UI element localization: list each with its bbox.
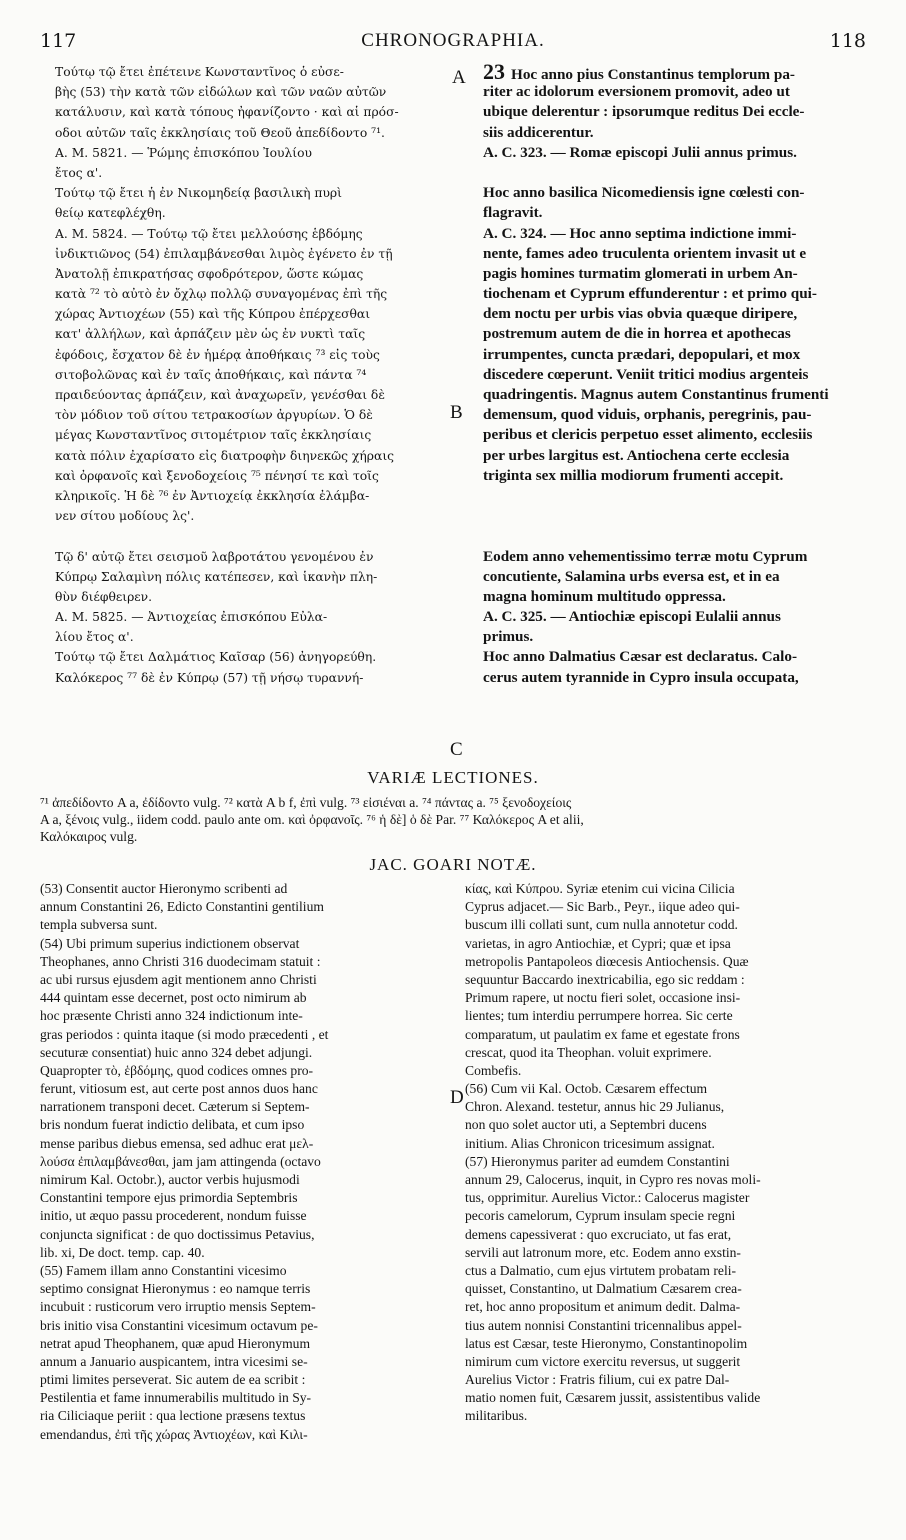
- note-line: initium. Alias Chronicon tricesimum assignat.: [465, 1135, 715, 1151]
- greek-text-line: Τούτῳ τῷ ἔτει ἡ ἐν Νικομηδείᾳ βασιλικὴ πυρὶ: [55, 186, 342, 201]
- notes-left-column: [40, 880, 440, 1444]
- greek-text-line: Καλόκερος ⁷⁷ δὲ ἐν Κύπρῳ (57) τῇ νήσῳ τυραννή-: [55, 670, 364, 685]
- greek-text-line: ἰνδικτιῶνος (54) ἐπιλαμβάνεσθαι λιμὸς ἐγένετο ἐν τῇ: [55, 246, 393, 261]
- latin-text-line: A. C. 325. — Antiochiæ episcopi Eulalii annus: [483, 608, 781, 626]
- note-line: buscum illi collati sunt, cum nulla annotetur codd.: [465, 917, 738, 933]
- note-line: ria Ciliciaque periit : qua lectione præsens textus: [40, 1408, 306, 1424]
- note-line: tius autem nonnisi Constantini tricennalibus appel-: [465, 1317, 742, 1333]
- greek-text-line: καὶ ὀρφανοῖς καὶ ξενοδοχείοις ⁷⁵ πένησί τε καὶ τοῖς: [55, 468, 379, 483]
- notes-right-column: [465, 880, 870, 1426]
- latin-text-line: concutiente, Salamina urbs eversa est, et in ea: [483, 567, 780, 585]
- note-line: Constantini tempore ejus primordia Septembris: [40, 1190, 298, 1206]
- greek-text-line: [55, 526, 447, 546]
- note-line: bris initio visa Constantini vicesimum octavum pe-: [40, 1317, 318, 1333]
- note-line: nimirum cum victore exercitu reversus, ut suggerit: [465, 1353, 741, 1369]
- note-line: nimirum Kal. Octobr.), auctor verbis hujusmodi: [40, 1172, 300, 1187]
- greek-text-line: ἔτος α'.: [55, 165, 103, 180]
- note-line: comparatum, ut paulatim ex fame et egestate frons: [465, 1026, 740, 1042]
- note-line: Combefis.: [465, 1062, 522, 1078]
- latin-text-line: riter ac idolorum eversionem promovit, adeo ut: [483, 83, 790, 101]
- note-line: emendandus, ἐπὶ τῆς χώρας Ἀντιοχέων, καὶ Κιλι-: [40, 1426, 308, 1442]
- note-line: (55) Famem illam anno Constantini vicesimo: [40, 1262, 287, 1278]
- variae-lectiones: [40, 794, 870, 845]
- latin-text-line: A. C. 323. — Romæ episcopi Julii annus primus.: [483, 143, 797, 161]
- greek-text-line: Ἀνατολῇ ἐπικρατήσας σφοδρότερον, ὥστε κώμας: [55, 266, 364, 281]
- greek-text-line: θὺν διέφθειρεν.: [55, 589, 153, 604]
- margin-marker-d: D: [450, 1087, 464, 1108]
- note-line: (53) Consentit auctor Hieronymo scribenti ad: [40, 881, 288, 896]
- note-line: Chron. Alexand. testetur, annus hic 29 Julianus,: [465, 1099, 725, 1115]
- note-line: septimo consignat Hieronymus : eo namque terris: [40, 1281, 311, 1297]
- greek-text-column: [55, 62, 447, 688]
- latin-text-line: Hoc anno basilica Nicomediensis igne cœlesti con-: [483, 184, 805, 202]
- note-line: (57) Hieronymus pariter ad eumdem Constantini: [465, 1153, 730, 1169]
- greek-text-line: Α. Μ. 5825. — Ἀντιοχείας ἐπισκόπου Εὐλα-: [55, 610, 328, 625]
- variant-reading-line: A a, ξένοις vulg., iidem codd. paulo ante om. καὶ ὀρφανοῖς. ⁷⁶ ἡ δὲ] ὁ δὲ Par. ⁷⁷ Καλόκερος A et alii,: [40, 812, 584, 827]
- note-line: templa subversa sunt.: [40, 917, 158, 933]
- greek-text-line: Τούτῳ τῷ ἔτει ἐπέτεινε Κωνσταντῖνος ὁ εὐσε-: [55, 65, 344, 79]
- note-line: ptimi limites perseverat. Sic autem de ea scribit :: [40, 1372, 306, 1388]
- note-line: ferunt, vitiosum est, aut certe post annos duos hanc: [40, 1081, 318, 1097]
- latin-text-line: magna hominum multitudo oppressa.: [483, 587, 726, 605]
- greek-text-line: Α. Μ. 5824. — Τούτῳ τῷ ἔτει μελλούσης ἑβδόμης: [55, 226, 363, 241]
- latin-text-column: [483, 62, 871, 688]
- greek-text-line: ἐφόδοις, ἔσχατον δὲ ἐν ἡμέρᾳ ἀποθήκαις ⁷³ εἰς τοὺς: [55, 347, 380, 362]
- note-line: annum 29, Calocerus, inquit, in Cypro res novas moli-: [465, 1172, 761, 1187]
- note-line: Cyprus adjacet.— Sic Barb., Peyr., iique adeo qui-: [465, 899, 740, 915]
- note-line: netrat apud Theophanem, quæ apud Hieronymum: [40, 1335, 311, 1351]
- note-line: (56) Cum vii Kal. Octob. Cæsarem effectum: [465, 1081, 708, 1097]
- note-line: varietas, in agro Antiochiæ, et Cypri; quæ et ipsa: [465, 935, 731, 951]
- note-line: initio, ut æquo passu procederent, nondum fuisse: [40, 1208, 307, 1224]
- note-line: latus est Cæsar, teste Hieronymo, Constantinopolim: [465, 1335, 748, 1351]
- greek-text-line: θείῳ κατεφλέχθη.: [55, 206, 166, 221]
- latin-text-line: pagis homines turmatim glomerati in urbem An-: [483, 264, 798, 282]
- greek-text-line: πραιδεύοντας ἁρπάζειν, καὶ ἀναχωρεῖν, γενέσθαι δὲ: [55, 388, 385, 402]
- page-number-right: 118: [829, 30, 866, 52]
- note-line: mense paribus diebus emensa, sed adhuc erat μελ-: [40, 1135, 314, 1151]
- section-number: 23: [483, 62, 505, 83]
- greek-text-line: λίου ἔτος α'.: [55, 630, 134, 645]
- margin-marker-a: A: [452, 67, 466, 88]
- note-line: hoc præsente Christi anno 324 indictionum inte-: [40, 1008, 303, 1024]
- latin-text-line: dem noctu per urbis vias obvia quæque diripere,: [483, 305, 798, 323]
- greek-text-line: Α. Μ. 5821. — Ῥώμης ἐπισκόπου Ἰουλίου: [55, 145, 312, 160]
- note-line: Theophanes, anno Christi 316 duodecimam statuit :: [40, 953, 321, 969]
- greek-text-line: χώρας Ἀντιοχέων (55) καὶ τῆς Κύπρου ἐπέρχεσθαι: [55, 307, 371, 322]
- greek-text-line: σιτοβολῶνας καὶ ἐν ταῖς ἀποθήκαις, καὶ πάντα ⁷⁴: [55, 367, 367, 382]
- note-line: ret, hoc anno propositum et animum dedit. Dalma-: [465, 1299, 741, 1315]
- note-line: pecoris camelorum, Cyprum insulam specie regni: [465, 1208, 736, 1224]
- notes-heading: JAC. GOARI NOTÆ.: [369, 855, 537, 874]
- note-line: λούσα ἐπιλαμβάνεσθαι, jam jam attingenda (octavo: [40, 1153, 321, 1169]
- note-line: secuturæ consentiat) huic anno 324 debet adjungi.: [40, 1044, 313, 1060]
- note-line: matio nomen fuit, Cæsarem jussit, assistentibus valide: [465, 1390, 761, 1406]
- note-line: crescat, quod ita Theophan. voluit exprimere.: [465, 1044, 712, 1060]
- note-line: (54) Ubi primum superius indictionem observat: [40, 935, 300, 951]
- latin-text-line: postremum autem de die in horrea et apothecas: [483, 325, 791, 343]
- latin-text-line: quadringentis. Magnus autem Constantinus frumenti: [483, 386, 829, 403]
- latin-text-line: peribus et clericis perpetuo esset alimento, ecclesiis: [483, 426, 813, 444]
- page-number-left: 117: [40, 30, 77, 52]
- greek-text-line: κατ' ἀλλήλων, καὶ ἁρπάζειν μὲν ὡς ἐν νυκτὶ ταῖς: [55, 327, 366, 342]
- greek-text-line: βὴς (53) τὴν κατὰ τῶν εἰδώλων καὶ τῶν ναῶν αὐτῶν: [55, 85, 387, 100]
- margin-marker-c: C: [450, 739, 463, 760]
- greek-text-line: Κύπρῳ Σαλαμὶνη πόλις κατέπεσεν, καὶ ἱκανὴν πλη-: [55, 569, 378, 584]
- note-line: quisset, Constantino, ut Dalmatium Cæsarem crea-: [465, 1281, 742, 1297]
- note-line: demens capessiverat : quo excruciato, ut fas erat,: [465, 1226, 732, 1242]
- latin-text-line: nente, fames adeo truculenta orientem invasit ut e: [483, 244, 807, 262]
- note-line: militaribus.: [465, 1408, 528, 1424]
- note-line: non quo solet auctor uti, a Septembri ducens: [465, 1117, 707, 1133]
- latin-text-line: discedere cœperunt. Veniit tritici modius argenteis: [483, 365, 809, 383]
- note-line: Aurelius Victor : Fratris filium, cui ex patre Dal-: [465, 1372, 730, 1388]
- note-line: lientes; tum interdiu perrumpere horrea. Sic certe: [465, 1008, 733, 1024]
- greek-text-line: κατάλυσιν, καὶ κατὰ τόπους ἠφανίζοντο · καὶ αἱ πρόσ-: [55, 105, 399, 120]
- latin-text-line: A. C. 324. — Hoc anno septima indictione immi-: [483, 224, 797, 242]
- note-line: annum a Januario auspicantem, intra vicesimi se-: [40, 1353, 308, 1369]
- note-line: bris nondum fuerat indictio delibata, et cum ipso: [40, 1117, 305, 1133]
- latin-text-line: [483, 486, 871, 506]
- latin-text-line: triginta sex millia modiorum frumenti accepit.: [483, 466, 784, 484]
- greek-text-line: Τούτῳ τῷ ἔτει Δαλμάτιος Καῖσαρ (56) ἀνηγορεύθη.: [55, 650, 377, 665]
- latin-text-line: ubique delerentur : ipsorumque reditus Dei eccle-: [483, 103, 805, 121]
- latin-text-line: flagravit.: [483, 204, 543, 222]
- note-line: Primum rapere, ut noctu fieri solet, occasione insi-: [465, 990, 741, 1006]
- note-line: κίας, καὶ Κύπρου. Syriæ etenim cui vicina Cilicia: [465, 881, 735, 896]
- variae-lectiones-heading: VARIÆ LECTIONES.: [367, 768, 539, 787]
- note-line: Pestilentia et fame innumerabilis multitudo in Sy-: [40, 1390, 312, 1406]
- greek-text-line: κατὰ ⁷² τὸ αὐτὸ ἐν ὄχλῳ πολλῷ συναγομένας ἐπὶ τῆς: [55, 287, 388, 302]
- note-line: Quapropter τὸ, ἑβδόμης, quod codices omnes pro-: [40, 1062, 314, 1078]
- greek-text-line: Τῷ δ' αὐτῷ ἔτει σεισμοῦ λαβροτάτου γενομένου ἐν: [55, 549, 374, 564]
- note-line: incubuit : rusticorum vero irruptio mensis Septem-: [40, 1299, 316, 1315]
- latin-text-line: per urbes largitus est. Antiochena certe ecclesia: [483, 446, 790, 464]
- greek-text-line: οδοι αὐτῶν ταῖς ἐκκλησίαις τοῦ Θεοῦ ἀπεδίδοντο ⁷¹.: [55, 125, 385, 140]
- margin-marker-b: B: [450, 402, 463, 423]
- note-line: narrationem transponi decet. Cæterum si Septem-: [40, 1099, 310, 1115]
- greek-text-line: κληρικοῖς. Ἡ δὲ ⁷⁶ ἐν Ἀντιοχείᾳ ἐκκλησία ἐλάμβα-: [55, 488, 370, 503]
- running-title: CHRONOGRAPHIA.: [361, 30, 545, 51]
- note-line: annum Constantini 26, Edicto Constantini gentilium: [40, 899, 324, 915]
- note-line: conjuncta significat : de quo doctissimus Petavius,: [40, 1226, 315, 1242]
- latin-text-line: [483, 526, 871, 546]
- note-line: tus, opprimitur. Aurelius Victor.: Calocerus magister: [465, 1190, 750, 1206]
- latin-text-line: siis addicerentur.: [483, 123, 594, 141]
- variant-reading-line: Καλόκαιρος vulg.: [40, 829, 138, 844]
- greek-text-line: μέγας Κωνσταντῖνος σιτομέτριον ταῖς ἐκκλησίαις: [55, 428, 372, 443]
- latin-text-line: Eodem anno vehementissimo terræ motu Cyprum: [483, 547, 808, 565]
- latin-text-line: Hoc anno Dalmatius Cæsar est declaratus. Calo-: [483, 648, 798, 666]
- note-line: lib. xi, De doct. temp. cap. 40.: [40, 1244, 205, 1260]
- latin-text-span: Hoc anno pius Constantinus templorum pa-: [511, 66, 795, 83]
- latin-text-line: demensum, quod viduis, orphanis, peregrinis, pau-: [483, 406, 812, 424]
- greek-text-line: τὸν μόδιον τοῦ σίτου τετρακοσίων ἀργυρίων. Ὁ δὲ: [55, 408, 373, 423]
- note-line: metropolis Pantapoleos diœcesis Antiochensis. Quæ: [465, 953, 749, 969]
- latin-text-line: cerus autem tyrannide in Cypro insula occupata,: [483, 668, 799, 686]
- greek-text-line: νεν σίτου μοδίους λς'.: [55, 509, 195, 524]
- latin-text-line: [483, 163, 871, 183]
- latin-text-line: [483, 62, 871, 82]
- greek-text-line: κατὰ πόλιν ἐχαρίσατο εἰς διατροφὴν διηνεκῶς χήραις: [55, 448, 395, 463]
- latin-text-line: tiochenam et Cyprum effunderentur : et primo qui-: [483, 285, 817, 303]
- latin-text-line: irrumpentes, cuncta prædari, depopulari, et mox: [483, 345, 801, 363]
- note-line: 444 quintam esse decernet, post octo nimirum ab: [40, 990, 307, 1006]
- note-line: ctus a Dalmatio, cum ejus virtutem probatam reli-: [465, 1262, 737, 1278]
- latin-text-line: primus.: [483, 628, 534, 646]
- latin-text-line: [483, 506, 871, 526]
- variant-reading-line: ⁷¹ ἀπεδίδοντο A a, ἐδίδοντο vulg. ⁷² κατὰ A b f, ἐπὶ vulg. ⁷³ εἰσιέναι a. ⁷⁴ πάντας a. ⁷⁵ ξενοδοχείοις: [40, 795, 572, 810]
- note-line: sequuntur Baccardo inextricabilia, ego sic reddam :: [465, 971, 745, 987]
- note-line: ac ubi rursus ejusdem agit mentionem anno Christi: [40, 971, 317, 987]
- note-line: gras periodos : quinta itaque (si modo præcedenti , et: [40, 1026, 329, 1042]
- note-line: servili aut latronum more, etc. Eodem anno exstin-: [465, 1244, 741, 1260]
